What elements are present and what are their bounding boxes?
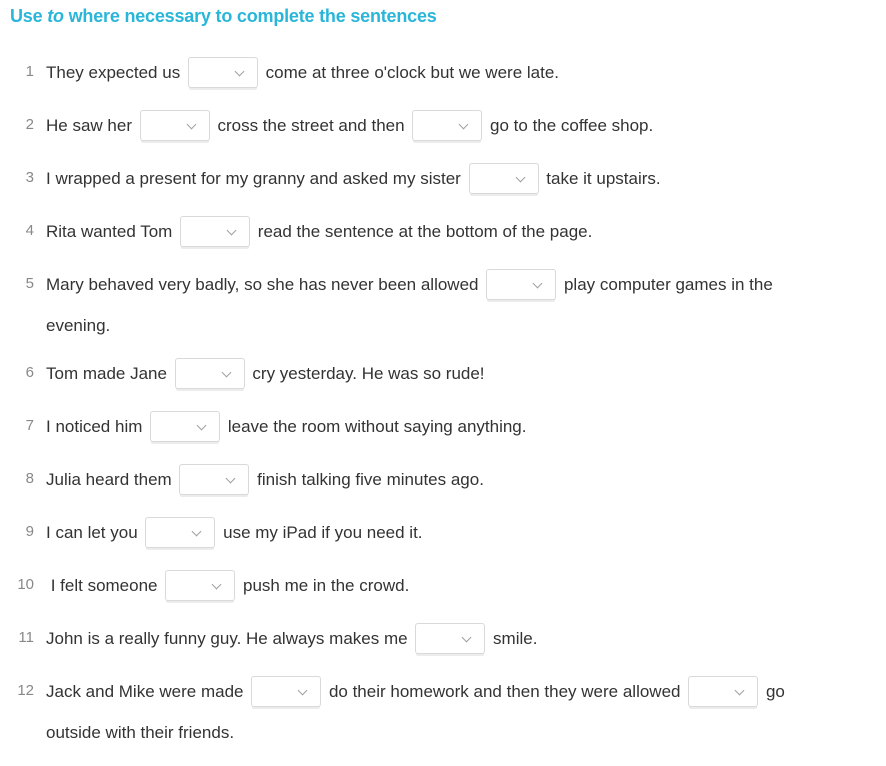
sentence-text: I wrapped a present for my granny and asked my sister <box>46 169 461 189</box>
chevron-down-icon <box>192 527 202 537</box>
sentence-text: I noticed him <box>46 417 143 437</box>
answer-dropdown[interactable] <box>415 623 485 654</box>
answer-dropdown[interactable] <box>486 269 556 300</box>
answer-dropdown[interactable] <box>412 110 482 141</box>
sentence <box>46 405 846 447</box>
sentence-text: cry yesterday. He was so rude! <box>252 364 485 384</box>
answer-dropdown[interactable] <box>180 216 250 247</box>
chevron-down-icon <box>221 368 231 378</box>
sentence-text: Mary behaved very badly, so she has never been allowed <box>46 275 479 295</box>
answer-dropdown[interactable] <box>251 676 321 707</box>
sentence-text: finish talking five minutes ago. <box>257 470 484 490</box>
sentence <box>46 711 846 753</box>
answer-dropdown[interactable] <box>165 570 235 601</box>
sentence <box>46 670 846 712</box>
row-number: 9 <box>25 523 34 540</box>
sentence-text: go <box>765 682 785 702</box>
row-number: 3 <box>25 169 34 186</box>
sentence-text: Julia heard them <box>46 470 172 490</box>
chevron-down-icon <box>226 474 236 484</box>
sentence-text: cross the street and then <box>217 116 405 136</box>
sentence-text: take it upstairs. <box>546 169 661 189</box>
chevron-down-icon <box>515 173 525 183</box>
sentence-text: John is a really funny guy. He always makes me <box>46 629 408 649</box>
row-number: 2 <box>25 116 34 133</box>
sentence-text: outside with their friends. <box>46 723 235 743</box>
sentence-text: do their homework and then they were allowed <box>328 682 681 702</box>
sentence <box>46 157 846 199</box>
sentence <box>46 458 846 500</box>
sentence <box>46 352 846 394</box>
chevron-down-icon <box>212 580 222 590</box>
answer-dropdown[interactable] <box>175 358 245 389</box>
answer-dropdown[interactable] <box>469 163 539 194</box>
sentence-text: play computer games in the <box>563 275 773 295</box>
row-number: 5 <box>25 275 34 292</box>
sentence-text: use my iPad if you need it. <box>223 523 423 543</box>
chevron-down-icon <box>186 120 196 130</box>
chevron-down-icon <box>234 67 244 77</box>
chevron-down-icon <box>533 279 543 289</box>
sentence-text: go to the coffee shop. <box>490 116 654 136</box>
row-number: 7 <box>25 417 34 434</box>
row-number: 6 <box>25 364 34 381</box>
sentence <box>46 617 846 659</box>
answer-dropdown[interactable] <box>140 110 210 141</box>
sentence-text: He saw her <box>46 116 132 136</box>
sentence-text: come at three o'clock but we were late. <box>265 63 560 83</box>
chevron-down-icon <box>197 421 207 431</box>
sentence <box>46 263 846 305</box>
answer-dropdown[interactable] <box>150 411 220 442</box>
row-number: 10 <box>17 576 34 593</box>
sentence-text: I felt someone <box>46 576 158 596</box>
sentence-text: read the sentence at the bottom of the page. <box>257 222 593 242</box>
chevron-down-icon <box>462 633 472 643</box>
sentence <box>46 564 846 606</box>
sentence-text: Tom made Jane <box>46 364 167 384</box>
row-number: 11 <box>18 629 34 646</box>
chevron-down-icon <box>227 226 237 236</box>
chevron-down-icon <box>735 686 745 696</box>
chevron-down-icon <box>459 120 469 130</box>
answer-dropdown[interactable] <box>179 464 249 495</box>
sentence-text: Jack and Mike were made <box>46 682 244 702</box>
answer-dropdown[interactable] <box>188 57 258 88</box>
page-title: Use to where necessary to complete the sentences <box>10 6 437 26</box>
sentence <box>46 104 846 146</box>
sentence-text: evening. <box>46 316 111 336</box>
sentence <box>46 304 846 346</box>
sentence <box>46 210 846 252</box>
sentence-text: I can let you <box>46 523 138 543</box>
chevron-down-icon <box>298 686 308 696</box>
sentence-text: leave the room without saying anything. <box>227 417 527 437</box>
sentence-text: smile. <box>493 629 538 649</box>
sentence-text: They expected us <box>46 63 181 83</box>
answer-dropdown[interactable] <box>688 676 758 707</box>
answer-dropdown[interactable] <box>145 517 215 548</box>
sentence-text: Rita wanted Tom <box>46 222 173 242</box>
sentence-text: push me in the crowd. <box>242 576 410 596</box>
sentence <box>46 51 846 93</box>
row-number: 1 <box>25 63 34 80</box>
sentence <box>46 511 846 553</box>
row-number: 8 <box>25 470 34 487</box>
row-number: 4 <box>25 222 34 239</box>
row-number: 12 <box>17 682 34 699</box>
